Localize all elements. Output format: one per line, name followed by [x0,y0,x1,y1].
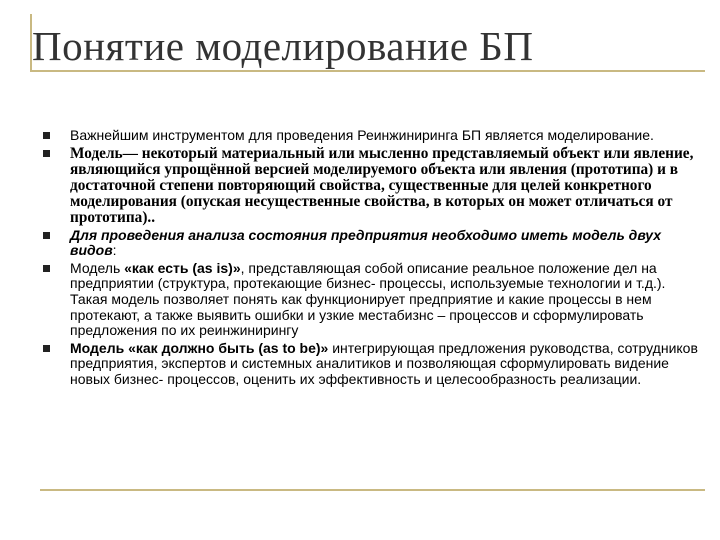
bullet-tail: интегрирующая предложения руководства, сотрудников предприятия, экспертов и системных аналитиков и позволяющая сформулировать видение новых бизнес- процессов, оценить их эффективность и целесообразность реализации. [70,339,698,387]
bullet-item [40,228,700,259]
square-bullet-icon [43,150,50,157]
slide-title: Понятие моделирование БП [32,23,534,69]
bullet-emphasis: Модель «как должно быть (as to be)» [70,339,329,356]
square-bullet-icon [43,265,50,272]
bullet-list [40,128,700,390]
bullet-item [40,261,700,339]
title-accent-rule-horizontal [30,70,705,72]
bullet-text-definition: Модель— некоторый материальный или мысленно представляемый объект или явление, являющийся упрощённой версией моделируемого объекта или явления (прототипа) и в достаточной степени повторяющий свойства, существенные для целей конкретного моделирования (опуская несущественные свойства, в которых он может отличаться от прототипа).. [70,144,694,226]
bullet-tail: : [112,242,117,259]
square-bullet-icon [43,232,50,239]
bullet-item [40,146,700,226]
bullet-emphasis: «как есть (as is)» [124,259,241,276]
footer-accent-rule [40,489,705,491]
square-bullet-icon [43,345,50,352]
bullet-item [40,341,700,388]
bullet-text: Важнейшим инструментом для проведения Реинжиниринга БП является моделирование. [70,127,654,143]
bullet-tail: , представляющая собой описание реальное положение дел на предприятии (структура, протекающие бизнес- процессы, используемые технологии и т.д.). Такая модель позволяет понять как функционирует предприятие и какие процессы в нем протекают, а также выявить ошибки и узкие местабизнс – процессов и сформулировать предложения по их реинжинирингу [70,259,666,339]
bullet-emphasis: Для проведения анализа состояния предприятия необходимо иметь модель двух видов [70,226,661,259]
bullet-lead: Модель [70,259,125,276]
bullet-item [40,128,700,144]
square-bullet-icon [43,132,50,139]
